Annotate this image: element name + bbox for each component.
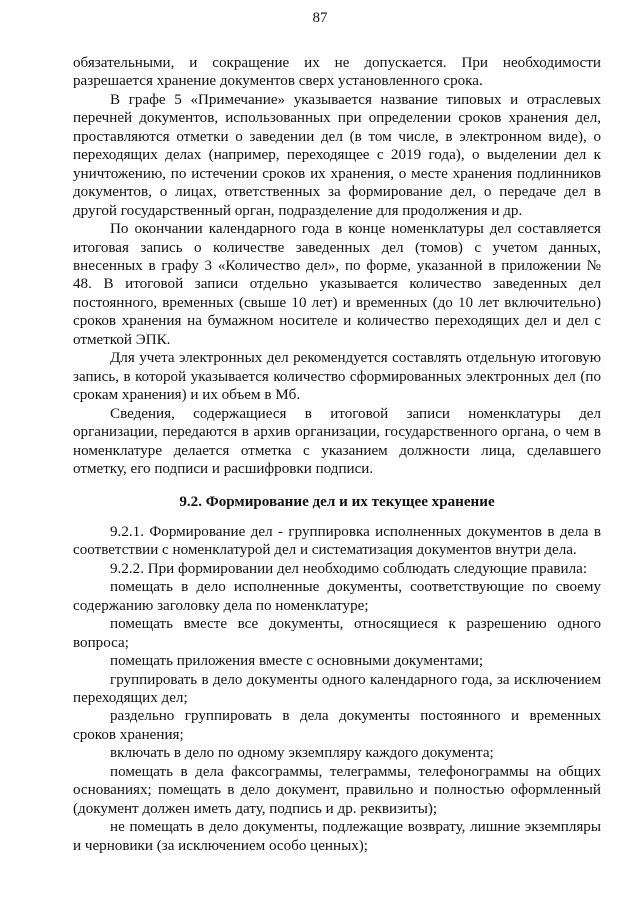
paragraph-9-2-1: 9.2.1. Формирование дел - группировка исполненных документов в дела в соответствии с номенклатурой дел и систематизация документов внутри дела. — [73, 523, 601, 559]
rule-item: группировать в дело документы одного календарного года, за исключением переходящих дел; — [73, 671, 601, 706]
paragraph-year-end-summary: По окончании календарного года в конце номенклатуры дел составляется итоговая запись о количестве заведенных дел (томов) с учетом данных, внесенных в графу 3 «Количество дел», по форме, указанной в приложении № 48. В итоговой записи отдельно указывается количество заведенных дел постоянного, временных (свыше 10 лет) и временных (до 10 лет включительно) сроков хранения на бумажном носителе и количество переходящих дел и дел с отметкой ЭПК. — [73, 221, 601, 348]
paragraph-column5-notes: В графе 5 «Примечание» указывается название типовых и отраслевых перечней документов, использованных при определении сроков хранения дел, проставляются отметки о заведении дел (в том числе, в электронном виде), о переходящих делах (например, переходящее с 2019 года), о выделении дел к уничтожению, по истечении сроков их хранения, о месте хранения подлинников документов, о лицах, ответственных за формирование дел, о передаче дел в другой государственный орган, подразделение для продолжения и др. — [73, 91, 601, 219]
page-number: 87 — [312, 10, 328, 26]
rule-item: не помещать в дело документы, подлежащие возврату, лишние экземпляры и черновики (за исключением особо ценных); — [73, 819, 601, 854]
rule-item: помещать приложения вместе с основными документами; — [110, 653, 484, 670]
paragraph-summary-transfer: Сведения, содержащиеся в итоговой записи номенклатуры дел организации, передаются в архив организации, государственного органа, о чем в номенклатуре делается отметка с указанием должности лица, сделавшего отметку, его подписи и расшифровки подписи. — [73, 405, 601, 477]
paragraph-electronic-cases: Для учета электронных дел рекомендуется составлять отдельную итоговую запись, в которой указывается количество сформированных электронных дел (по срокам хранения) и их объем в Мб. — [73, 350, 601, 404]
rule-item: раздельно группировать в дела документы постоянного и временных сроков хранения; — [73, 708, 601, 743]
paragraph-9-2-2: 9.2.2. При формировании дел необходимо соблюдать следующие правила: — [110, 560, 588, 577]
rule-item: помещать в дело исполненные документы, соответствующие по своему содержанию заголовку дела по номенклатуре; — [73, 579, 601, 614]
rule-item: включать в дело по одному экземпляру каждого документа; — [110, 745, 494, 762]
page-body — [73, 54, 601, 855]
section-heading: 9.2. Формирование дел и их текущее хранение — [179, 494, 495, 511]
rule-item: помещать в дела факсограммы, телеграммы, телефонограммы на общих основаниях; помещать в дело документ, правильно и полностью оформленный (документ должен иметь дату, подпись и др. реквизиты); — [73, 763, 601, 817]
paragraph-continuation: обязательными, и сокращение их не допускается. При необходимости разрешается хранение документов сверх установленного срока. — [73, 55, 601, 90]
rule-item: помещать вместе все документы, относящиеся к разрешению одного вопроса; — [73, 616, 601, 651]
